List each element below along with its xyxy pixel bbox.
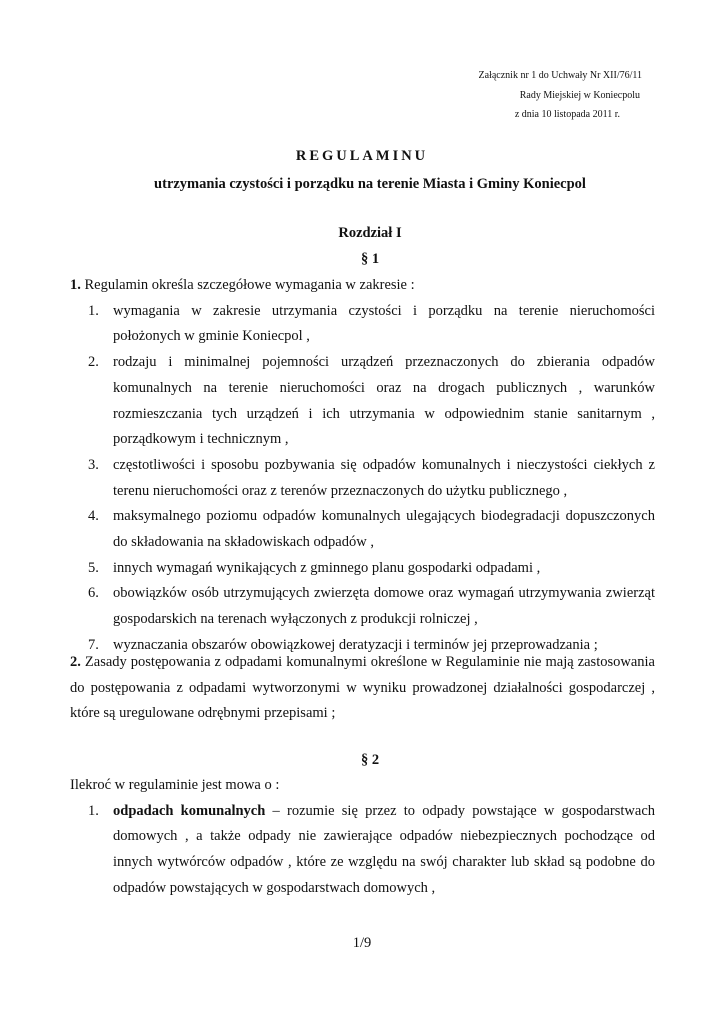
- point-text: Zasady postępowania z odpadami komunalnymi określone w Regulaminie nie mają zastosowania do postępowania z odpadami wytworzonymi w wyniku prowadzonej działalności gospodarczej , które są uregulowane odrębnymi przepisami ;: [70, 654, 655, 722]
- list-item: [70, 581, 655, 632]
- list-item-text: wymagania w zakresie utrzymania czystości i porządku na terenie nieruchomości położonych w gminie Koniecpol ,: [113, 302, 655, 345]
- list-item-text: innych wymagań wynikających z gminnego planu gospodarki odpadami ,: [113, 559, 541, 576]
- list-item-number: 7.: [88, 636, 99, 653]
- annex-line-2: Rady Miejskiej w Koniecpolu: [519, 89, 640, 101]
- annex-line-1: Załącznik nr 1 do Uchwały Nr XII/76/11: [478, 70, 642, 81]
- list-item-number: 6.: [88, 585, 99, 602]
- list-item: [70, 350, 655, 453]
- section-2-body: [70, 773, 655, 902]
- list-item: [70, 504, 655, 555]
- list-item-number: 4.: [88, 508, 99, 525]
- list-item: [70, 453, 655, 504]
- section-1-point-2: [70, 650, 655, 727]
- list-item-number: 1.: [88, 302, 99, 319]
- document-title: REGULAMINU: [295, 148, 429, 164]
- section-2-intro: Ilekroć w regulaminie jest mowa o :: [70, 777, 280, 793]
- list-item-number: 5.: [88, 559, 99, 576]
- list-item-text: maksymalnego poziomu odpadów komunalnych ulegających biodegradacji dopuszczonych do składowania na składowiskach odpadów ,: [113, 508, 655, 551]
- list-item-number: 3.: [88, 456, 99, 473]
- annex-line-3: z dnia 10 listopada 2011 r.: [514, 109, 620, 120]
- page-number: 1/9: [352, 935, 372, 951]
- list-item-number: 2.: [88, 354, 99, 371]
- list-item-text: wyznaczania obszarów obowiązkowej deratyzacji i terminów jej przeprowadzania ;: [113, 636, 598, 653]
- section-1-heading: § 1: [360, 251, 380, 267]
- list-item: [70, 299, 655, 350]
- chapter-heading: Rozdział I: [338, 225, 402, 241]
- document-subtitle: utrzymania czystości i porządku na terenie Miasta i Gminy Koniecpol: [154, 176, 586, 192]
- section-1-point-1: [70, 273, 655, 299]
- list-item-text: częstotliwości i sposobu pozbywania się odpadów komunalnych i nieczystości ciekłych z terenu nieruchomości oraz z terenów przeznaczonych do użytku publicznego ,: [113, 456, 655, 499]
- list-item-number: 1.: [88, 802, 99, 819]
- list-item: [70, 556, 655, 582]
- point-text: Regulamin określa szczegółowe wymagania w zakresie :: [80, 277, 415, 293]
- section-2-heading: § 2: [360, 752, 380, 768]
- list-item-text: rodzaju i minimalnej pojemności urządzeń przeznaczonych do zbierania odpadów komunalnych na terenie nieruchomości oraz na drogach publicznych , warunków rozmieszczania tych urządzeń i ich utrzymania w odpowiednim stanie sanitarnym , porządkowym i technicznym ,: [113, 354, 655, 448]
- section-1-point-2-paragraph: [70, 650, 655, 727]
- point-number: 2.: [70, 654, 81, 670]
- definition-text: – rozumie się przez to odpady powstające w gospodarstwach domowych , a także odpady nie zawierające odpadów niebezpiecznych pochodzące od innych wytwórców odpadów , które ze względu na swój charakter lub skład są podobne do odpadów powstających w gospodarstwach domowych ,: [113, 802, 656, 896]
- definitions-list: [70, 799, 655, 902]
- list-item: [70, 799, 655, 902]
- list-item-text: obowiązków osób utrzymujących zwierzęta domowe oraz wymagań utrzymywania zwierząt gospodarskich na terenach wyłączonych z produkcji rolniczej ,: [113, 585, 655, 628]
- section-1-body: [70, 273, 655, 659]
- annex-header: [479, 66, 642, 125]
- point-number: 1.: [70, 277, 81, 293]
- requirements-list: [70, 299, 655, 659]
- definition-term: odpadach komunalnych: [113, 802, 266, 819]
